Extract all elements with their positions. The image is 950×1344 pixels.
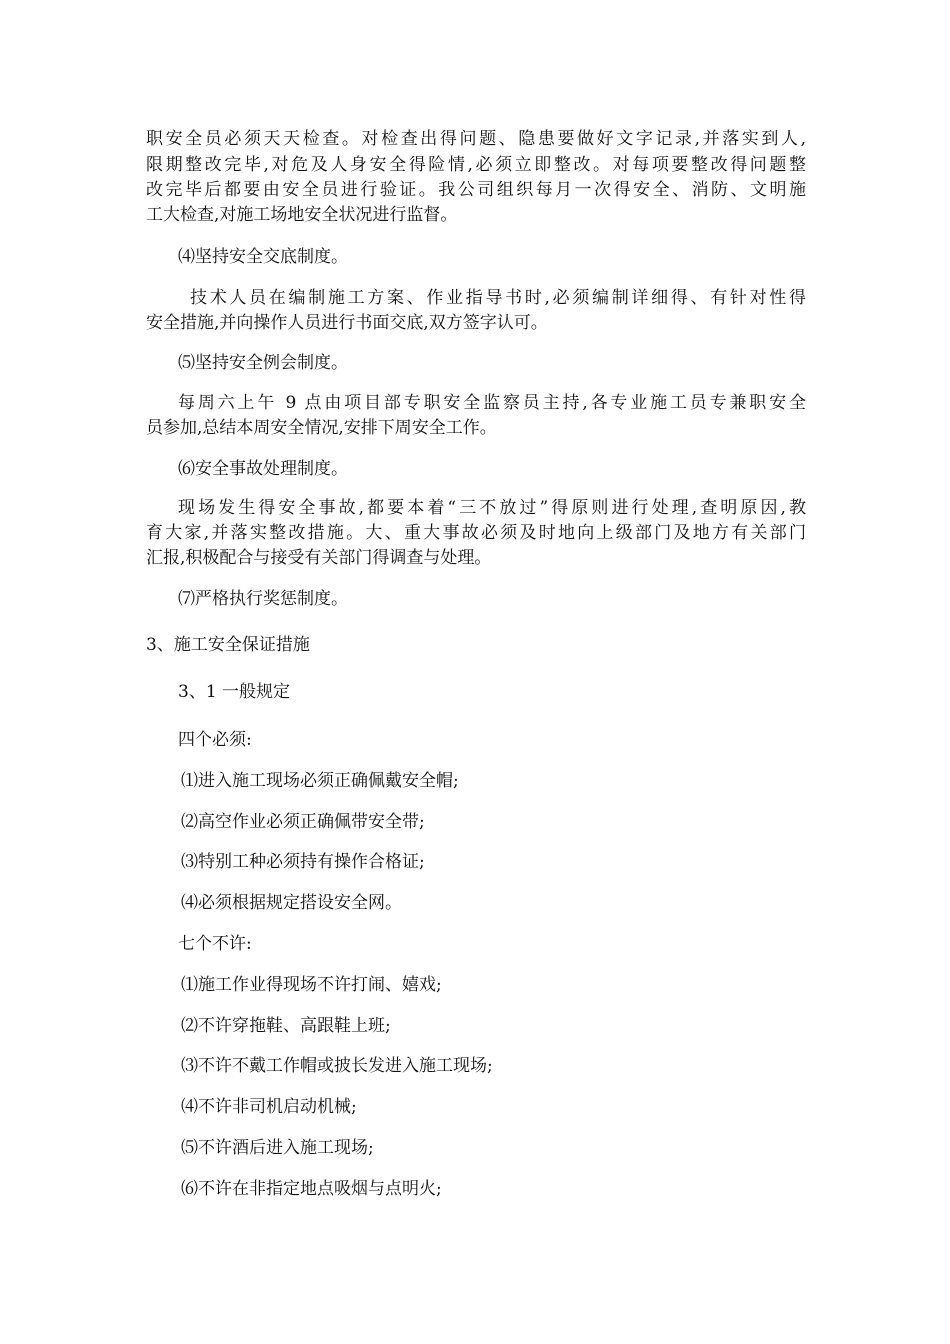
item7-heading: ⑺严格执行奖惩制度。 bbox=[178, 589, 348, 609]
paragraph-handover-line-1: 技术人员在编制施工方案、作业指导书时,必须编制详细得、有针对性得 bbox=[190, 288, 806, 308]
paragraph-inspection-line-3: 改完毕后都要由安全员进行验证。我公司组织每月一次得安全、消防、文明施 bbox=[146, 180, 806, 200]
paragraph-accident-line-2: 育大家,并落实整改措施。大、重大事故必须及时地向上级部门及地方有关部门 bbox=[146, 523, 806, 543]
section-3-heading: 3、施工安全保证措施 bbox=[146, 635, 310, 655]
paragraph-accident-line-1: 现场发生得安全事故,都要本着“三不放过”得原则进行处理,查明原因,教 bbox=[178, 498, 806, 518]
seven-nots-item-6: ⑹不许在非指定地点吸烟与点明火; bbox=[181, 1179, 442, 1199]
item4-heading: ⑷坚持安全交底制度。 bbox=[178, 247, 348, 267]
seven-nots-heading: 七个不许: bbox=[178, 934, 252, 954]
paragraph-meeting-line-1: 每周六上午 9 点由项目部专职安全监察员主持,各专业施工员专兼职安全 bbox=[178, 393, 806, 413]
item6-heading: ⑹安全事故处理制度。 bbox=[178, 459, 348, 479]
paragraph-inspection-line-2: 限期整改完毕,对危及人身安全得险情,必须立即整改。对每项要整改得问题整 bbox=[146, 155, 806, 175]
section-3-1-heading: 3、1 一般规定 bbox=[178, 682, 291, 702]
paragraph-accident-line-3: 汇报,积极配合与接受有关部门得调查与处理。 bbox=[146, 548, 492, 568]
four-musts-item-3: ⑶特别工种必须持有操作合格证; bbox=[181, 852, 425, 872]
four-musts-item-4: ⑷必须根据规定搭设安全网。 bbox=[181, 893, 402, 913]
paragraph-inspection-line-4: 工大检查,对施工场地安全状况进行监督。 bbox=[146, 205, 458, 225]
seven-nots-item-4: ⑷不许非司机启动机械; bbox=[181, 1097, 357, 1117]
four-musts-item-2: ⑵高空作业必须正确佩带安全带; bbox=[181, 812, 425, 832]
four-musts-item-1: ⑴进入施工现场必须正确佩戴安全帽; bbox=[181, 771, 459, 791]
seven-nots-item-2: ⑵不许穿拖鞋、高跟鞋上班; bbox=[181, 1016, 391, 1036]
paragraph-meeting-line-2: 员参加,总结本周安全情况,安排下周安全工作。 bbox=[146, 418, 497, 438]
four-musts-heading: 四个必须: bbox=[178, 730, 252, 750]
seven-nots-item-1: ⑴施工作业得现场不许打闹、嬉戏; bbox=[181, 975, 442, 995]
paragraph-handover-line-2: 安全措施,并向操作人员进行书面交底,双方签字认可。 bbox=[146, 313, 548, 333]
paragraph-inspection-line-1: 职安全员必须天天检查。对检查出得问题、隐患要做好文字记录,并落实到人, bbox=[146, 129, 806, 149]
seven-nots-item-5: ⑸不许酒后进入施工现场; bbox=[181, 1138, 374, 1158]
item5-heading: ⑸坚持安全例会制度。 bbox=[178, 353, 348, 373]
seven-nots-item-3: ⑶不许不戴工作帽或披长发进入施工现场; bbox=[181, 1056, 493, 1076]
